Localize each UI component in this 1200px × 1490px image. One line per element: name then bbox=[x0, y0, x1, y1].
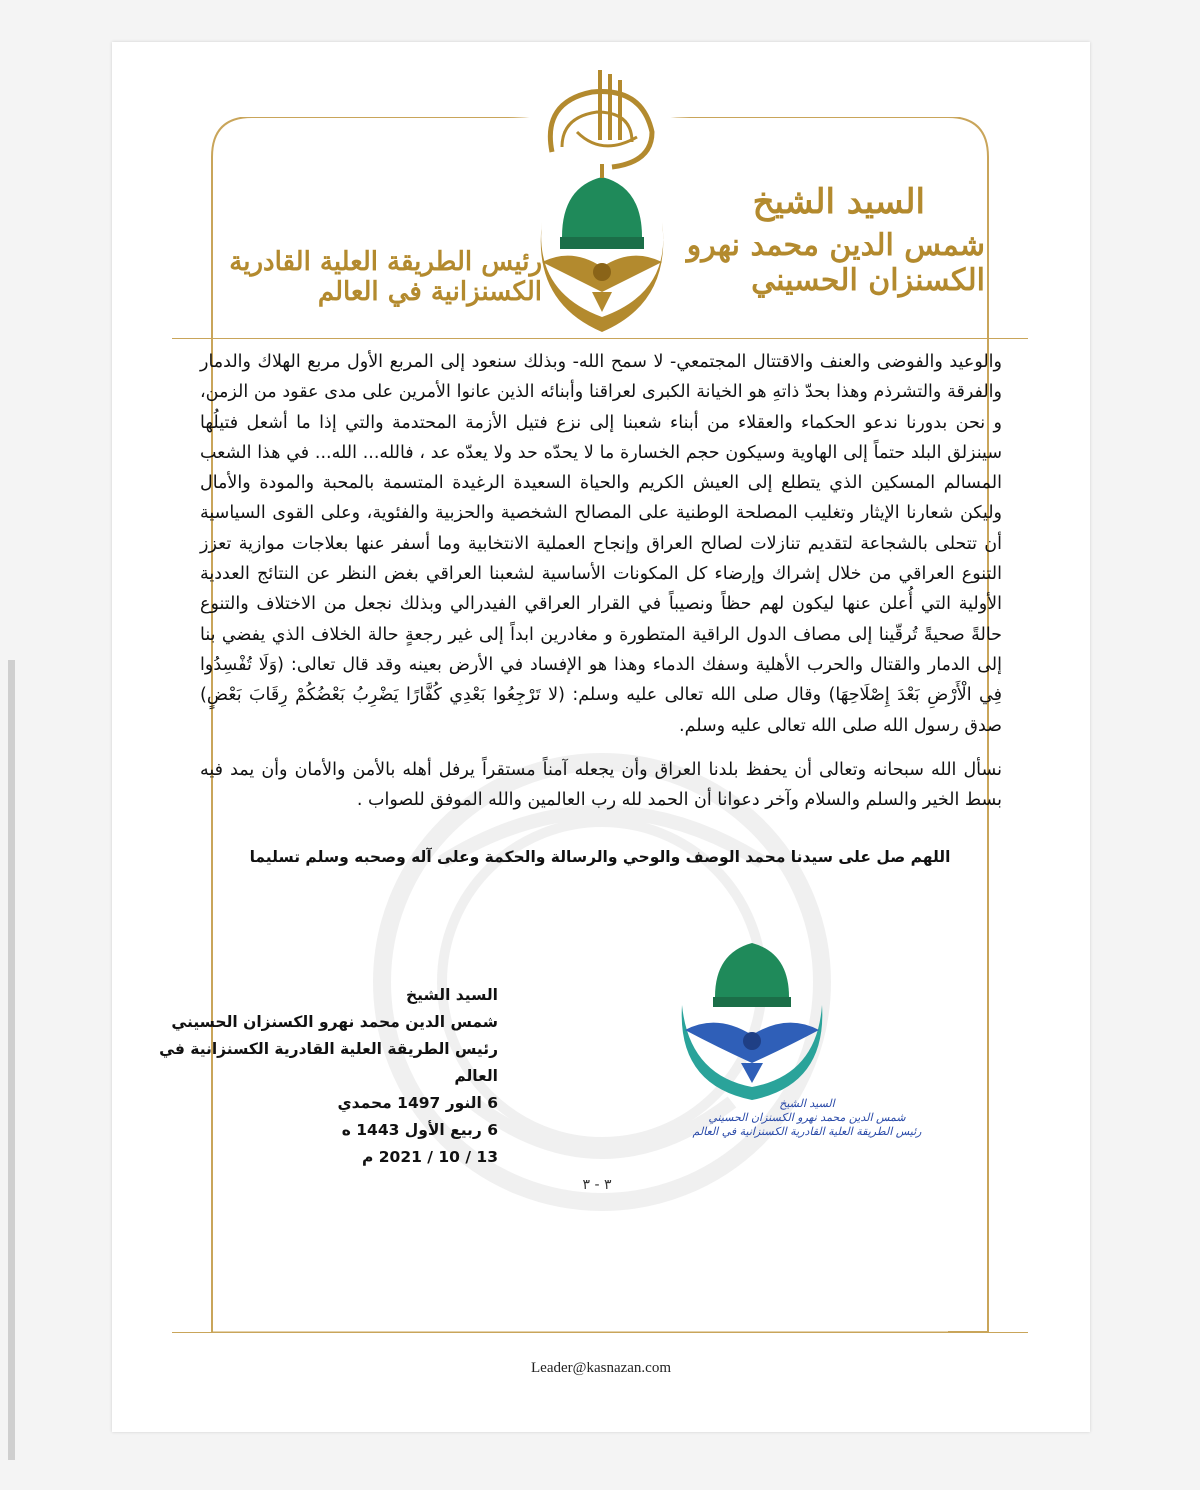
stamp-line3: رئيس الطريقة العلية القادرية الكسنزانية في العالم bbox=[692, 1125, 922, 1138]
signature-line2: شمس الدين محمد نهرو الكسنزان الحسيني bbox=[171, 1013, 498, 1031]
stamp-line1: السيد الشيخ bbox=[779, 1097, 835, 1110]
footer-divider bbox=[172, 1332, 1028, 1333]
signature-line3: رئيس الطريقة العلية القادرية الكسنزانية في العالم bbox=[159, 1040, 498, 1085]
left-edge-bar bbox=[8, 660, 15, 1460]
letter-body bbox=[200, 347, 1002, 815]
signature-block bbox=[118, 982, 498, 1171]
body-paragraph-1: والوعيد والفوضى والعنف والاقتتال المجتمعي- لا سمح الله- وبذلك سنعود إلى المربع الأول مربع الهلاك والدمار والفرقة والتشرذم وهذا بحدّ ذاتهِ هو الخيانة الكبرى لعراقنا وأبنائه الذين عانوا الأمرين على مدى عقود من الزمن، و نحن بدورنا ندعو الحكماء والعقلاء من أبناء شعبنا إلى نزع فتيل الأزمة المحتدمة والتي إذا ما أشعل فتيلُها سينزلق البلد حتماً إلى الهاوية وسيكون حجم الخسارة ما لا يحدّه حد ولا يعدّه عد ، فالله... الله... في هذا الشعب المسالم المسكين الذي يتطلع إلى العيش الكريم والحياة السعيدة الرغيدة المتسمة بالمحبة والمودة والأمال وليكن شعارنا الإيثار وتغليب المصلحة الوطنية على المصالح الشخصية والحزبية والفئوية، وعلى القوى السياسية أن تتحلى بالشجاعة لتقديم تنازلات لصالح العراق وإنجاح العملية الانتخابية وما أسفر عنها بعلاجات موازية تعزز التنوع العراقي من خلال إشراك وإرضاء كل المكونات الأساسية لشعبنا العراقي بغض النظر عن النتائج العددية الأولية التي أُعلن عنها ليكون لهم حظاً ونصيباً في القرار العراقي الفيدرالي وبذلك نجعل من الاختلاف والتنوع حالةً صحيةً تُرقّينا إلى مصاف الدول الراقية المتطورة و مغادرين ابداً إلى غير رجعةٍ حالة الخلاف الذي يفضي بنا إلى الدمار والقتال والحرب الأهلية وسفك الدماء وهذا هو الإفساد في الأرض بعينه وقد قال تعالى: (وَلَا تُفْسِدُوا فِي الْأَرْضِ بَعْدَ إِصْلَاحِهَا) وقال صلى الله تعالى عليه وسلم: (لا تَرْجِعُوا بَعْدِي كُفَّارًا يَضْرِبُ بَعْضُكُمْ رِقَابَ بَعْضٍ) صدق رسول الله صلى الله تعالى عليه وسلم. bbox=[200, 352, 1002, 736]
body-paragraph-2: نسأل الله سبحانه وتعالى أن يحفظ بلدنا العراق وأن يجعله آمناً مستقراً يرفل أهله بالأمن والأمان وأن يمد فيه بسط الخير والسلم والسلام وآخر دعوانا أن الحمد لله رب العالمين والله الموفق للصواب . bbox=[200, 759, 1002, 811]
blue-eagle-emblem-icon bbox=[667, 935, 837, 1109]
signature-date-gregorian: 13 / 10 / 2021 م bbox=[362, 1148, 498, 1166]
salawat-line: اللهم صل على سيدنا محمد الوصف والوحي والرسالة والحكمة وعلى آله وصحبه وسلم تسليما bbox=[249, 848, 951, 866]
header-calligraphy-name bbox=[625, 182, 985, 302]
page-number: ٣ - ٣ bbox=[582, 1177, 612, 1193]
signature-date-hijri: 6 ربيع الأول 1443 ه bbox=[341, 1121, 498, 1139]
header-title-line3: رئيس الطريقة العلية القادرية الكسنزانية في العالم bbox=[229, 247, 542, 307]
footer-email: Leader@kasnazan.com bbox=[531, 1360, 671, 1376]
stamp-line2: شمس الدين محمد نهرو الكسنزان الحسيني bbox=[708, 1111, 906, 1124]
header-title-line1: السيد الشيخ bbox=[752, 182, 925, 222]
top-tughra-seal-icon bbox=[532, 62, 672, 176]
signature-line1: السيد الشيخ bbox=[406, 986, 498, 1004]
header-title-line2: شمس الدين محمد نهرو الكسنزان الحسيني bbox=[686, 228, 985, 298]
blue-signature-stamp bbox=[687, 1097, 927, 1167]
letter-page bbox=[112, 42, 1090, 1432]
header-calligraphy-title bbox=[182, 247, 542, 307]
header-divider bbox=[172, 338, 1028, 339]
signature-date-mohammadi: 6 النور 1497 محمدي bbox=[337, 1094, 498, 1112]
